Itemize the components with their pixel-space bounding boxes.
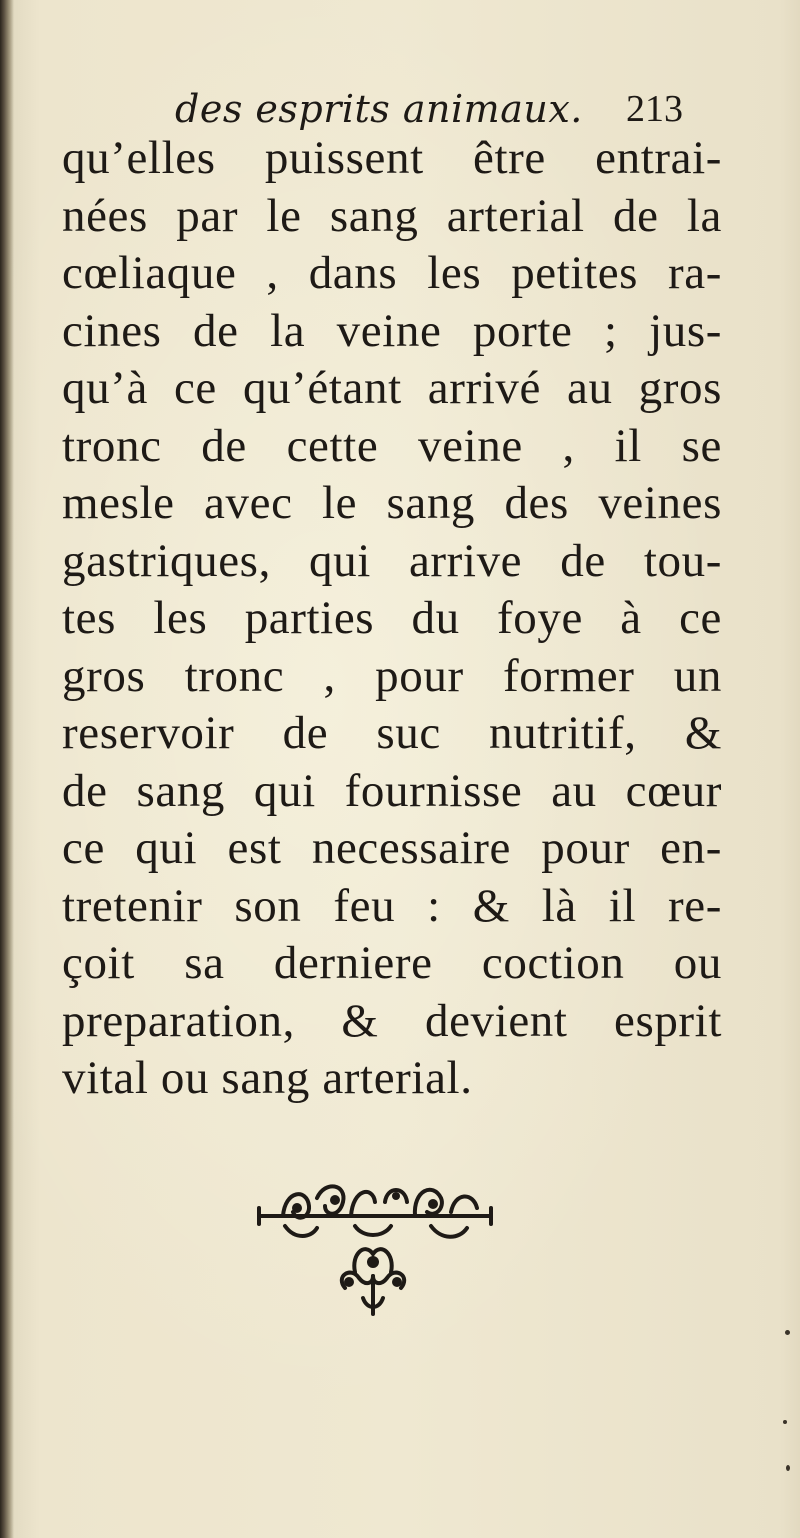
ink-speck (783, 1420, 787, 1424)
text-line: cœliaque , dans les petites ra- (62, 247, 722, 299)
body-text (62, 130, 722, 1108)
text-line: qu’elles puissent être entrai- (62, 132, 722, 184)
text-line: preparation, & devient esprit (62, 994, 722, 1047)
printers-flower-tailpiece-icon (255, 1168, 495, 1318)
ink-speck (786, 1465, 790, 1471)
ink-speck (785, 1330, 790, 1335)
page-number: 213 (626, 88, 683, 130)
text-line: gros tronc , pour former un (62, 649, 722, 702)
text-line: cines de la veine porte ; jus- (62, 304, 722, 357)
text-line: de sang qui fournisse au cœur (62, 764, 722, 817)
running-title: des esprits animaux. (175, 87, 583, 131)
text-line: qu’à ce qu’étant arrivé au gros (62, 362, 722, 414)
text-line: vital ou sang arterial. (62, 1052, 473, 1104)
text-line: mesle avec le sang des veines (62, 477, 722, 529)
text-line: tes les parties du foye à ce (62, 592, 722, 644)
text-line: reservoir de suc nutritif, & (62, 707, 722, 759)
text-line: tronc de cette veine , il se (62, 419, 722, 472)
page-header (175, 84, 695, 134)
text-line: ce qui est necessaire pour en- (62, 822, 722, 874)
text-line: tretenir son feu : & là il re- (62, 879, 722, 932)
text-line: gastriques, qui arrive de tou- (62, 534, 722, 587)
text-line: çoit sa derniere coction ou (62, 937, 722, 989)
page-binding-edge (0, 0, 14, 1538)
text-line: nées par le sang arterial de la (62, 189, 722, 242)
